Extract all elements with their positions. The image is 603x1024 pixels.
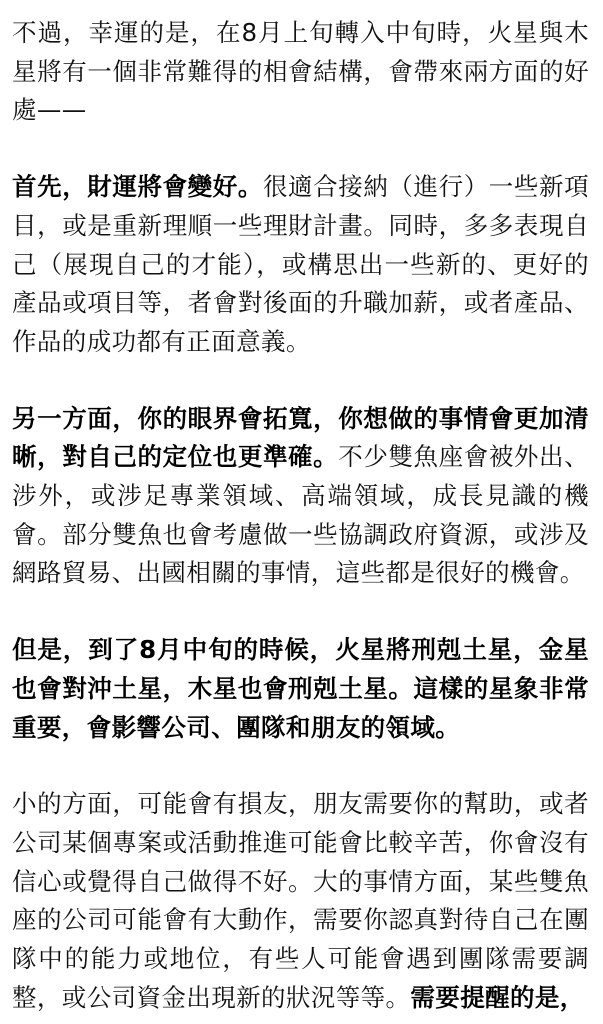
paragraph-1 [12, 14, 589, 130]
paragraph-5 [12, 785, 589, 1017]
paragraph-1-text: 不過，幸運的是，在8月上旬轉入中旬時，火星與木星將有一個非常難得的相會結構，會帶來兩方面的好處—— [12, 18, 589, 125]
paragraph-2-text: 很適合接納（進行）一些新項目，或是重新理順一些理財計畫。同時，多多表現自己（展現自己的才能），或構思出一些新的、更好的產品或項目等，者會對後面的升職加薪，或者產品、作品的成功都有正面意義。 [12, 172, 589, 356]
paragraph-4 [12, 631, 589, 747]
paragraph-3 [12, 400, 589, 594]
paragraph-3-text: 不少雙魚座會被外出、涉外，或涉足專業領域、高端領域，成長見識的機會。部分雙魚也會考慮做一些協調政府資源，或涉及網路貿易、出國相關的事情，這些都是很好的機會。 [12, 442, 590, 588]
paragraph-2 [12, 168, 589, 362]
paragraph-5-text: 小的方面，可能會有損友，朋友需要你的幫助，或者公司某個專案或活動推進可能會比較辛苦，你會沒有信心或覺得自己做得不好。大的事情方面，某些雙魚座的公司可能會有大動作，需要你認真對待自己在團隊中的能力或地位，有些人可能會遇到團隊需要調整，或公司資金出現新的狀況等等。 [12, 789, 589, 1012]
paragraph-3-bold: 另一方面，你的眼界會拓寬，你想做的事情會更加清晰，對自己的定位也更準確。 [12, 403, 589, 472]
paragraph-4-bold: 但是，到了8月中旬的時候，火星將刑剋土星，金星也會對沖土星，木星也會刑剋土星。這樣的星象非常重要，會影響公司、團隊和朋友的領域。 [12, 635, 589, 742]
paragraph-2-bold: 首先，財運將會變好。 [12, 172, 263, 202]
paragraph-5-bold-end: 需要提醒的是， [410, 982, 585, 1012]
